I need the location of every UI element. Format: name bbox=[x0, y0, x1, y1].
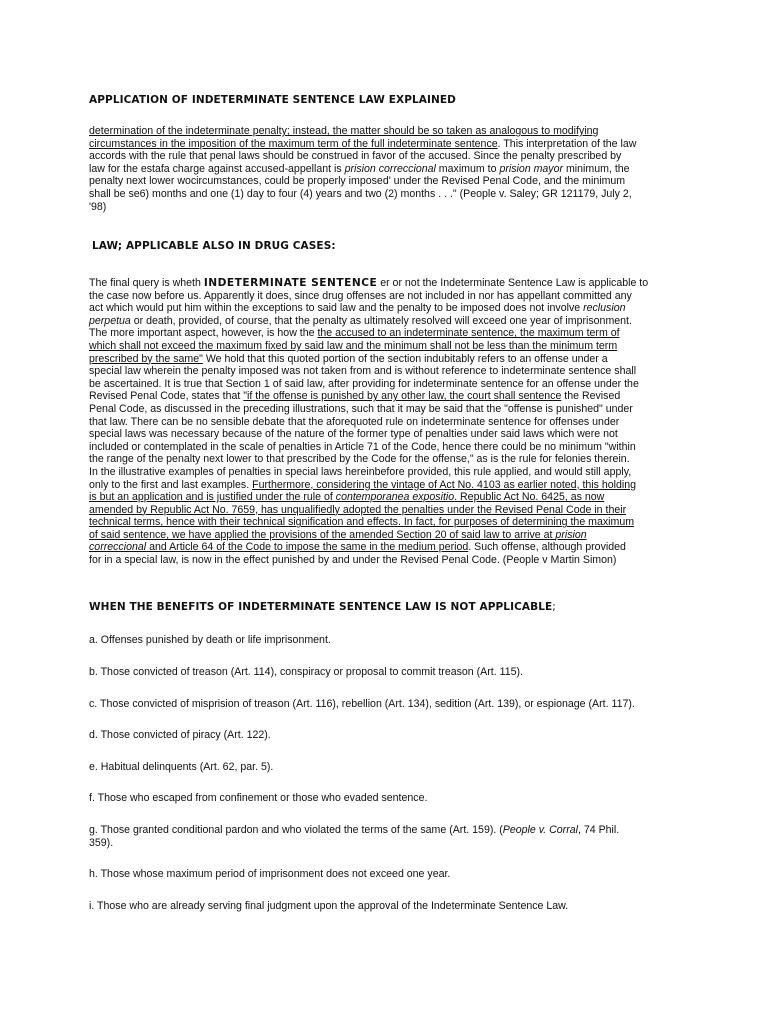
p2-line-5 bbox=[89, 327, 679, 340]
p2-italic-text: reclusion bbox=[583, 302, 626, 315]
p2-line-15: the range of the penalty next lower to that prescribed by the Code for the offense," as is the rule for felonies therein. bbox=[89, 453, 630, 466]
p2-line-16: In the illustrative examples of penalties in special laws hereinbefore provided, this rule applied, and would still apply, bbox=[89, 465, 632, 478]
p2-line-8: special law wherein the penalty imposed was not taken from and is without reference to indeterminate sentence shall bbox=[89, 365, 637, 378]
p2-underlined-text: the accused to an indeterminate sentence, the maximum term of bbox=[317, 327, 620, 340]
p1-line-2 bbox=[89, 138, 679, 151]
paragraph-drug-cases bbox=[89, 277, 679, 567]
p2-line-9: be ascertained. It is true that Section 1 of said law, after providing for indeterminate sentence for an offense under the bbox=[89, 377, 639, 390]
p2-line-7 bbox=[89, 353, 679, 366]
paragraph-determination bbox=[89, 125, 679, 213]
p2-italic-text: perpetua bbox=[89, 314, 131, 327]
p2-line-14: included or contemplated in the scale of penalties in Article 71 of the Code, hence there could be no minimum "within bbox=[89, 440, 636, 453]
list-item-b: b. Those convicted of treason (Art. 114), conspiracy or proposal to commit treason (Art. 115). bbox=[89, 666, 523, 678]
p1-text: minimum, the bbox=[563, 162, 630, 175]
p2-italic-text: prision bbox=[555, 528, 587, 541]
p2-text: The final query is wheth bbox=[89, 277, 204, 289]
p2-text: act which would put him within the exceptions to said law and the penalty to be imposed does not involve bbox=[89, 302, 584, 315]
p2-underlined-text: "if the offense is punished by any other law, the court shall sentence bbox=[243, 390, 562, 403]
p2-line-19: amended by Republic Act No. 7659, has unqualifiedly adopted the penalties under the Revised Penal Code in their bbox=[89, 503, 627, 516]
p2-underlined-text: prescribed by the same" bbox=[89, 352, 203, 365]
p2-line-20: technical terms, hence with their technical signification and effects. In fact, for purposes of determining the maximum bbox=[89, 516, 635, 529]
p1-line-5: penalty next lower wocircumstances, could be properly imposed' under the Revised Penal Code, and the minimum bbox=[89, 175, 626, 188]
list-item-c: c. Those convicted of misprision of treason (Art. 116), rebellion (Art. 134), sedition (Art. 139), or espionage (Art. 117). bbox=[89, 698, 635, 710]
p1-text: law for the estafa charge against accused-appellant is bbox=[89, 162, 345, 175]
p2-underlined-text: and Article 64 of the Code to impose the same in the medium period bbox=[146, 541, 469, 554]
item-g-case-name: People v. Corral bbox=[502, 824, 578, 836]
p2-line-11: Penal Code, as discussed in the preceding illustrations, such that it may be said that the "offense is punished" under bbox=[89, 402, 633, 415]
p1-line-4 bbox=[89, 163, 679, 176]
p2-text: is but an application and is justified under the rule of bbox=[89, 491, 336, 504]
p2-line-1 bbox=[89, 277, 679, 290]
p1-line-1: determination of the indeterminate penalty; instead, the matter should be so taken as analogous to modifying bbox=[89, 125, 599, 137]
p1-text: . This interpretation of the law bbox=[497, 137, 637, 150]
p1-text: maximum to bbox=[435, 162, 500, 175]
list-item-g bbox=[89, 824, 679, 850]
p2-text: er or not the Indeterminate Sentence Law is applicable to bbox=[377, 277, 649, 289]
p2-line-2: the case now before us. Apparently it does, since drug offenses are not included in nor has appellant committed any bbox=[89, 289, 632, 302]
p2-text: . Such offense, although provided bbox=[468, 541, 626, 554]
p2-italic-text: correccional bbox=[89, 541, 147, 554]
heading-semicolon: ; bbox=[552, 601, 556, 613]
p2-line-3 bbox=[89, 302, 679, 315]
p2-text: The more important aspect, however, is how the bbox=[89, 327, 318, 340]
p2-line-23: for in a special law, is now in the effect punished by and under the Revised Penal Code. (People v Martin Simon) bbox=[89, 554, 617, 567]
heading-not-applicable bbox=[89, 601, 556, 613]
p2-text: the Revised bbox=[561, 390, 621, 403]
item-g-citation-end: 359). bbox=[89, 837, 114, 849]
p2-underlined-text: of said sentence, we have applied the provisions of the amended Section 20 of said law to arrive at bbox=[89, 528, 556, 541]
p2-line-18 bbox=[89, 491, 679, 504]
heading-drug-cases: LAW; APPLICABLE ALSO IN DRUG CASES: bbox=[92, 240, 336, 252]
p2-underlined-text: Furthermore, considering the vintage of Act No. 4103 as earlier noted, this holding bbox=[252, 478, 637, 491]
p2-line-4 bbox=[89, 315, 679, 328]
list-item-i: i. Those who are already serving final judgment upon the approval of the Indeterminate Sentence Law. bbox=[89, 900, 569, 912]
list-item-h: h. Those whose maximum period of imprisonment does not exceed one year. bbox=[89, 868, 451, 880]
p1-line-3: accords with the rule that penal laws should be construed in favor of the accused. Since the penalty prescribed by bbox=[89, 150, 622, 163]
list-item-e: e. Habitual delinquents (Art. 62, par. 5). bbox=[89, 761, 274, 773]
p2-line-13: special laws was necessary because of the nature of the former type of penalties under said laws which were not bbox=[89, 428, 618, 441]
p2-line-21 bbox=[89, 529, 679, 542]
p2-text: or death, provided, of course, that the penalty as ultimately resolved will exceed one year of imprisonment. bbox=[130, 314, 632, 327]
p2-line-12: that law. There can be no sensible debate that the aforequoted rule on indeterminate sentence for offenses under bbox=[89, 415, 620, 428]
p2-text: We hold that this quoted portion of the section indubitably refers to an offense under a bbox=[202, 352, 608, 365]
p2-italic-text: contemporanea expositio bbox=[335, 491, 455, 504]
p1-italic-text: prision mayor bbox=[499, 162, 564, 175]
p2-line-22 bbox=[89, 541, 679, 554]
list-item-d: d. Those convicted of piracy (Art. 122). bbox=[89, 729, 271, 741]
p2-text: only to the first and last examples. bbox=[89, 478, 253, 491]
p2-line-17 bbox=[89, 479, 679, 492]
item-g-text: g. Those granted conditional pardon and who violated the terms of the same (Art. 159). ( bbox=[89, 824, 503, 836]
list-item-a: a. Offenses punished by death or life imprisonment. bbox=[89, 634, 331, 646]
p1-underlined-text: circumstances in the imposition of the maximum term of the full indeterminate sentence bbox=[89, 137, 498, 150]
p2-text: . Republic Act No. 6425, as now bbox=[454, 491, 605, 504]
p2-line-6: which shall not exceed the maximum fixed by said law and the minimum shall not be less than the minimum term bbox=[89, 339, 618, 352]
p1-line-7: '98) bbox=[89, 200, 107, 213]
heading-application: APPLICATION OF INDETERMINATE SENTENCE LAW EXPLAINED bbox=[89, 94, 456, 106]
p2-line-10 bbox=[89, 390, 679, 403]
p2-text: Revised Penal Code, states that bbox=[89, 390, 244, 403]
heading-text: WHEN THE BENEFITS OF INDETERMINATE SENTENCE LAW IS NOT APPLICABLE bbox=[89, 601, 553, 613]
list-item-f: f. Those who escaped from confinement or those who evaded sentence. bbox=[89, 792, 428, 804]
p1-line-6: shall be se6) months and one (1) day to four (4) years and two (2) months . . ." (People v. Saley; GR 121179, July 2, bbox=[89, 187, 632, 200]
p2-bold-text: INDETERMINATE SENTENCE bbox=[203, 277, 378, 289]
p1-italic-text: prision correccional bbox=[344, 162, 436, 175]
item-g-citation: , 74 Phil. bbox=[577, 824, 620, 836]
